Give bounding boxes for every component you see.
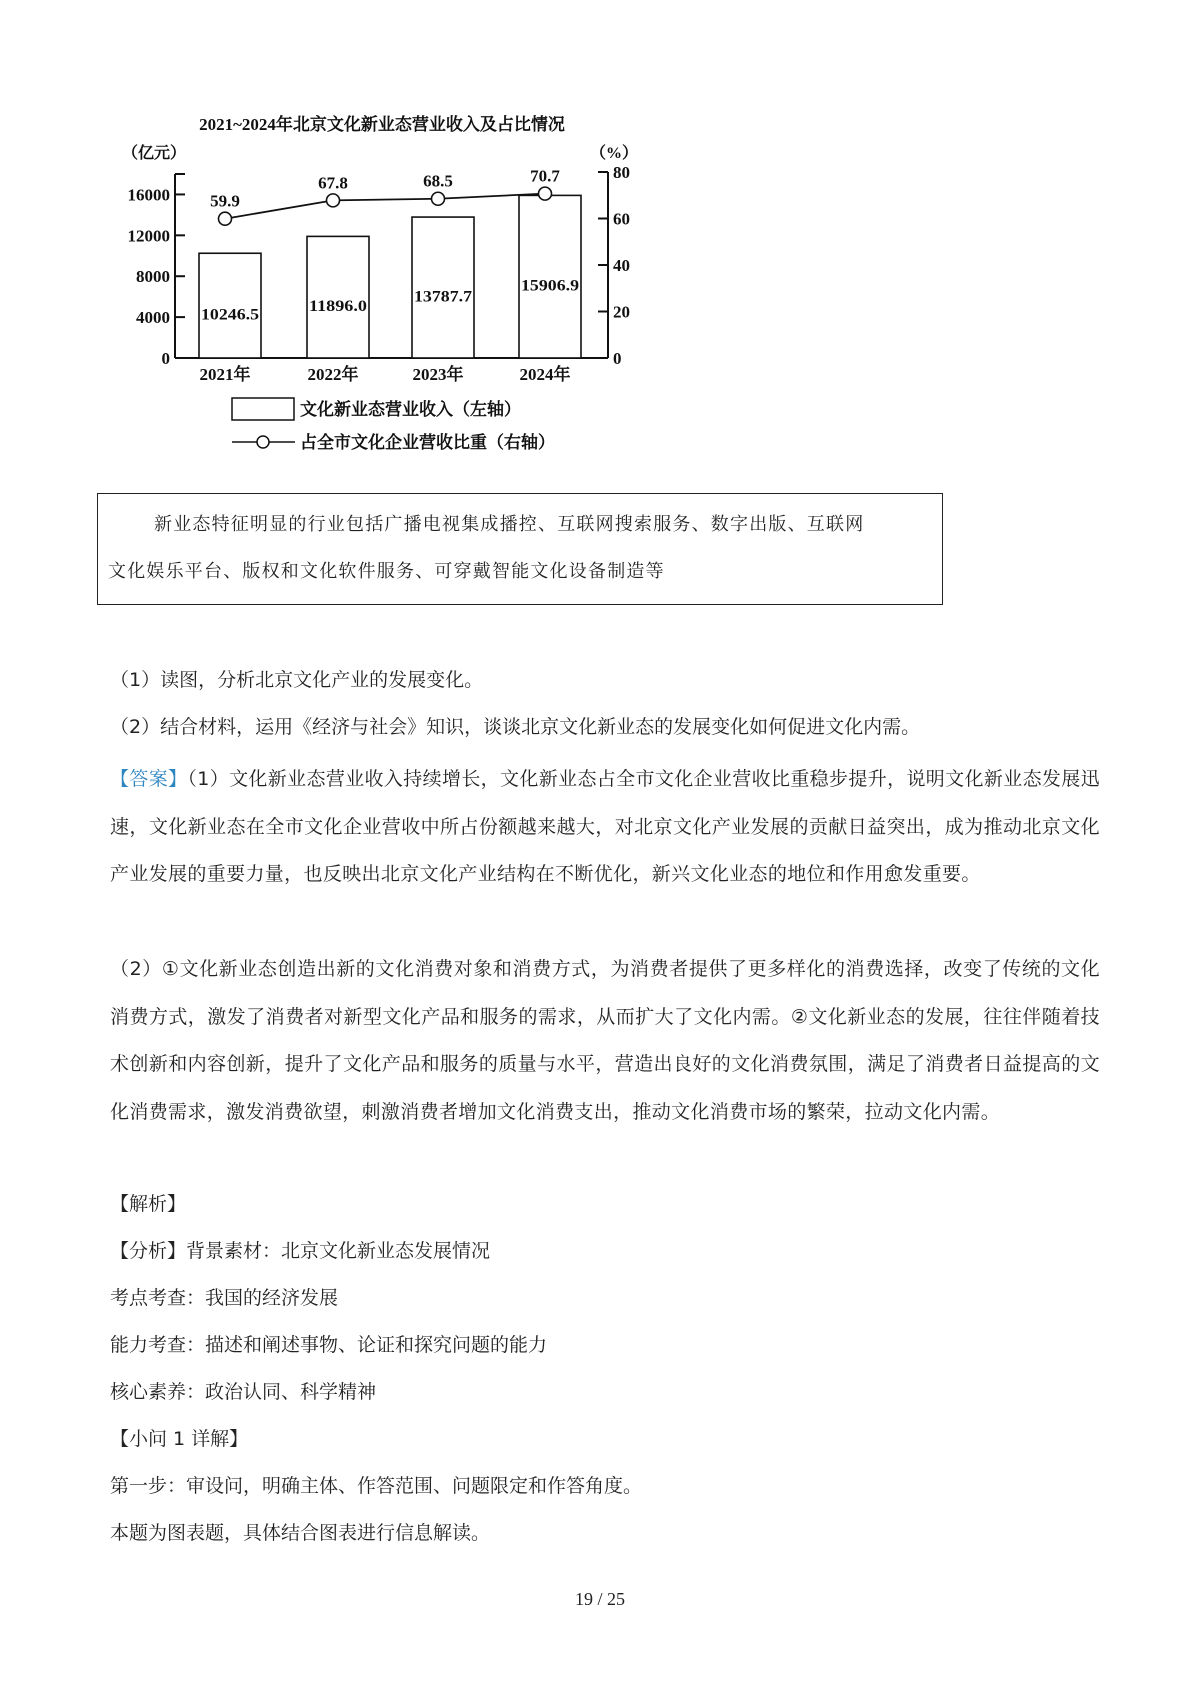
analysis-line: 【小问 1 详解】 [110,1428,249,1450]
line-value-label: 70.7 [530,166,560,186]
left-axis-unit: （亿元） [122,145,187,162]
x-tick-label: 2023年 [412,365,464,384]
answer-part-1 [110,756,1100,899]
material-box [97,493,943,605]
left-tick-label: 8000 [136,267,170,287]
chart-svg [120,108,700,488]
line-point [219,212,232,225]
analysis-line: 考点考查：我国的经济发展 [110,1287,339,1309]
legend-bar-swatch [232,398,294,420]
bar [199,253,261,358]
left-tick-label: 4000 [136,308,170,328]
right-axis-unit: （%） [590,145,639,162]
right-tick-label: 60 [613,209,630,229]
left-tick-label: 12000 [127,226,170,246]
line-point [539,187,552,200]
right-tick-label: 40 [613,256,630,275]
left-tick-label: 16000 [127,185,170,205]
line-value-label: 67.8 [318,173,348,193]
bar [412,217,474,358]
legend-line-marker [257,436,269,448]
material-line-2: 文化娱乐平台、版权和文化软件服务、可穿戴智能文化设备制造等 [108,561,665,582]
question-1: （1）读图，分析北京文化产业的发展变化。 [110,669,484,691]
line-point [432,192,445,205]
analysis-line: 本题为图表题，具体结合图表进行信息解读。 [110,1522,491,1544]
chart-title: 2021~2024年北京文化新业态营业收入及占比情况 [199,115,565,134]
line-point [327,194,340,207]
line-path [225,194,545,219]
line-value-label: 59.9 [210,191,240,211]
bar [307,236,369,358]
legend-line-label: 占全市文化企业营收比重（右轴） [300,433,555,452]
line-value-label: 68.5 [423,171,453,191]
bar-value-label: 15906.9 [521,277,579,295]
revenue-chart [120,108,700,488]
legend [232,398,555,452]
x-tick-label: 2021年 [199,365,251,384]
answer-tag: 【答案】 [110,768,188,790]
analysis-line: 【分析】背景素材：北京文化新业态发展情况 [110,1240,491,1262]
answer-part-2: （2）①文化新业态创造出新的文化消费对象和消费方式，为消费者提供了更多样化的消费选择，改变了传统的文化消费方式，激发了消费者对新型文化产品和服务的需求，从而扩大了文化内需。②文化新业态的发展，往往伴随着技术创新和内容创新，提升了文化产品和服务的质量与水平，营造出良好的文化消费氛围，满足了消费者日益提高的文化消费需求，激发消费欲望，刺激消费者增加文化消费支出，推动文化消费市场的繁荣，拉动文化内需。 [110,958,1100,1123]
x-tick-label: 2024年 [519,365,571,384]
page-number: 19 / 25 [574,1589,625,1609]
x-tick-label: 2022年 [307,365,359,384]
right-tick-label: 20 [613,302,630,322]
line-series [210,167,560,226]
question-2: （2）结合材料，运用《经济与社会》知识，谈谈北京文化新业态的发展变化如何促进文化内需。 [110,716,921,738]
analysis-line: 第一步：审设问，明确主体、作答范围、问题限定和作答角度。 [110,1475,643,1497]
bar-value-label: 10246.5 [201,306,259,324]
bar-value-label: 11896.0 [309,298,367,316]
left-tick-label: 0 [161,349,170,368]
legend-bar-label: 文化新业态营业收入（左轴） [300,400,521,419]
analysis-line: 核心素养：政治认同、科学精神 [110,1381,377,1403]
analysis-tag: 【解析】 [110,1193,187,1215]
right-tick-label: 80 [613,163,630,182]
bar [519,195,581,358]
answer-part-1-text: （1）文化新业态营业收入持续增长，文化新业态占全市文化企业营收比重稳步提升，说明文化新业态发展迅速，文化新业态在全市文化企业营收中所占份额越来越大，对北京文化产业发展的贡献日益突出，成为推动北京文化产业发展的重要力量，也反映出北京文化产业结构在不断优化，新兴文化业态的地位和作用愈发重要。 [110,768,1100,885]
right-tick-label: 0 [613,349,622,368]
bars [199,195,581,384]
material-line-1: 新业态特征明显的行业包括广播电视集成播控、互联网搜索服务、数字出版、互联网 [154,514,865,535]
bar-value-label: 13787.7 [414,288,472,306]
analysis-line: 能力考查：描述和阐述事物、论证和探究问题的能力 [110,1334,548,1356]
